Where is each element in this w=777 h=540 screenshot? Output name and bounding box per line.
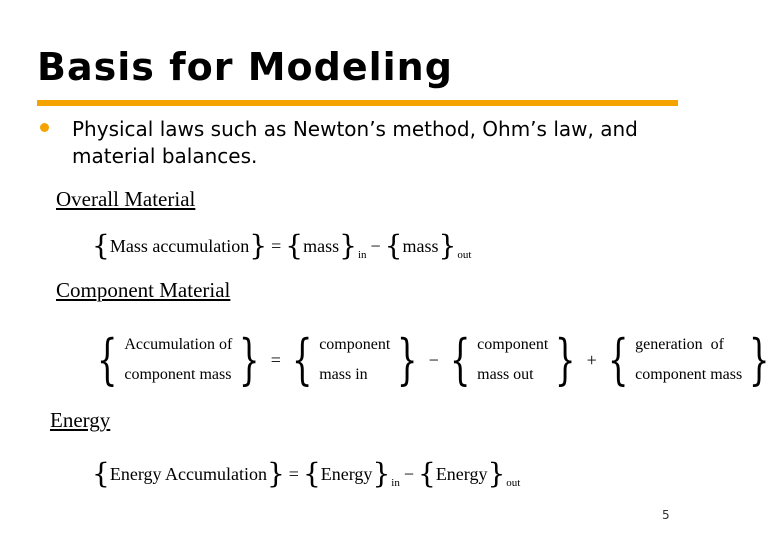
left-brace-icon: { (92, 229, 110, 262)
heading-component-material: Component Material (56, 278, 231, 302)
eq-minus: − (428, 349, 439, 370)
heading-overall-material: Overall Material (56, 187, 196, 211)
right-brace-icon: } (239, 328, 260, 391)
eq-term-line: component (319, 336, 391, 353)
right-brace-icon: } (555, 328, 576, 391)
page-number: 5 (662, 508, 670, 522)
right-brace-icon: } (372, 457, 391, 490)
left-brace-icon: { (285, 229, 304, 262)
eq-plus: + (586, 349, 597, 370)
eq-term-line: mass out (477, 366, 534, 383)
eq-term-line: mass in (319, 366, 368, 383)
eq-equals: = (270, 349, 281, 370)
eq-term-accumulation (124, 330, 232, 390)
equation-component-material (90, 330, 777, 390)
eq-subscript-in: in (357, 249, 367, 261)
left-brace-icon: { (291, 328, 313, 391)
eq-term-mass-out: mass (402, 235, 439, 256)
eq-term-mass-in (319, 330, 390, 390)
eq-term-lhs: Mass accumulation (109, 235, 250, 256)
right-brace-icon: } (749, 328, 770, 391)
heading-energy: Energy (50, 408, 111, 432)
left-brace-icon: { (92, 457, 110, 490)
eq-term-mass-in: mass (303, 235, 340, 256)
right-brace-icon: } (438, 229, 457, 262)
right-brace-icon: } (397, 328, 418, 391)
eq-subscript-in: in (391, 477, 400, 489)
eq-term-generation (635, 330, 742, 390)
bullet-text: Physical laws such as Newton’s method, Ohm’s law, and material balances. (72, 117, 638, 168)
eq-equals: = (271, 235, 282, 256)
eq-term-mass-out (477, 330, 548, 390)
eq-term-line: component mass (124, 366, 232, 383)
left-brace-icon: { (384, 229, 403, 262)
equation-energy (92, 457, 521, 490)
eq-term-energy-in: Energy (320, 463, 373, 484)
right-brace-icon: } (339, 229, 357, 262)
right-brace-icon: } (487, 457, 506, 490)
eq-subscript-out: out (506, 477, 521, 489)
bullet-point (40, 116, 680, 170)
left-brace-icon: { (449, 328, 471, 391)
eq-term-energy-out: Energy (435, 463, 488, 484)
bullet-dot-icon (40, 123, 49, 132)
right-brace-icon: } (249, 229, 268, 262)
left-brace-icon: { (302, 457, 321, 490)
eq-subscript-out: out (457, 249, 472, 261)
equation-overall-material (92, 229, 472, 262)
eq-term-line: generation of (635, 336, 724, 353)
right-brace-icon: } (266, 457, 285, 490)
left-brace-icon: { (607, 328, 629, 391)
eq-term-line: Accumulation of (124, 336, 233, 353)
title-underline-rule (37, 100, 678, 106)
eq-term-line: component (477, 336, 549, 353)
eq-term-line: component mass (635, 366, 743, 383)
left-brace-icon: { (417, 457, 436, 490)
left-brace-icon: { (96, 328, 118, 391)
eq-minus: − (403, 463, 414, 484)
slide-title: Basis for Modeling (37, 45, 453, 89)
eq-equals: = (288, 463, 299, 484)
eq-term-lhs: Energy Accumulation (109, 463, 267, 484)
eq-minus: − (370, 235, 381, 256)
